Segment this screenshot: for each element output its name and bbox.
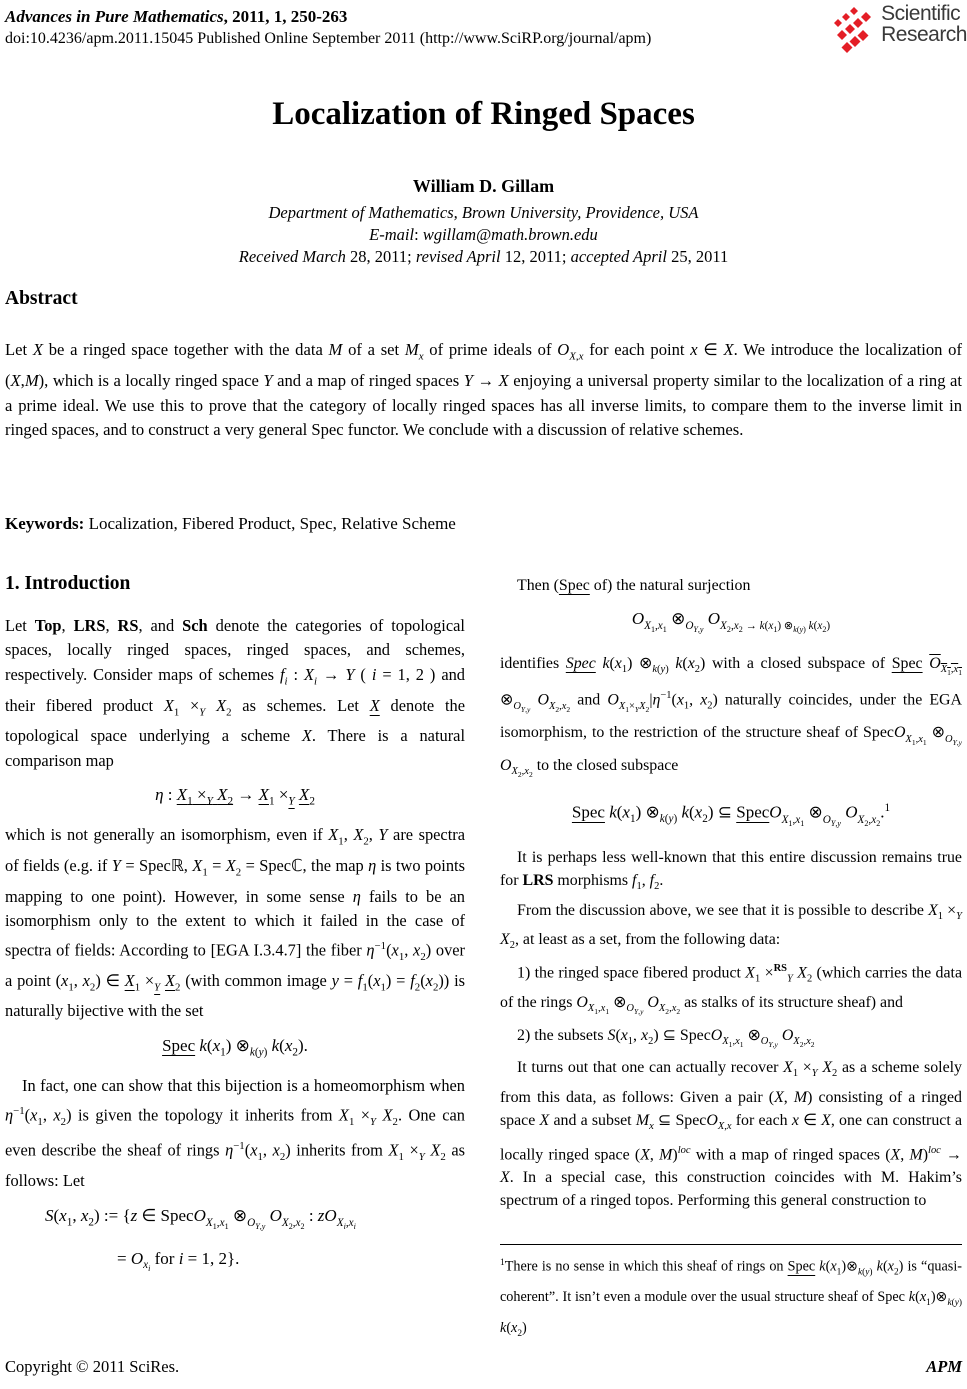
right-paragraph-item-1: 1) the ringed space fibered product $X_1 \times^{RS}_Y$ $X_2$ (which carries the data of the rings $O_{X_1,x_1}$ $\otimes_{O_{Y,y}}$ $O_{X_2,x_2}$ as stalks of its structure sheaf) and [500, 963, 963, 1017]
page-footer [5, 1357, 962, 1377]
received-dates-line: Received March 28, 2011; revised April 12, 2011; accepted April 25, 2011 [238, 247, 729, 266]
equation-natural-surjection: $O_{X_1,x_1}$ $\otimes_{O_{Y,y}}$ $O_{X_2,x_2 \to k(x_1) \otimes_{k(y)} k(x_2)}$ [631, 609, 831, 634]
right-paragraph-from-discussion: From the discussion above, we see that it is possible to describe $X_1 \times_Y$ $X_2$, at least as a set, from the following data: [500, 901, 962, 952]
equation-S-definition [5, 1200, 465, 1285]
right-paragraph-less-well-known: It is perhaps less well-known that this entire discussion remains true for LRS morphisms $f_1$, $f_2$. [500, 848, 962, 893]
footer-copyright: Copyright © 2011 SciRes. [5, 1357, 180, 1376]
publisher-logo [827, 3, 967, 53]
paper-title: Localization of Ringed Spaces [272, 96, 695, 132]
equation-eta-comparison-map: η : $X_1 \times_Y$ $X_2 \to X_1 \times_Y$ $X_2$ [155, 785, 315, 808]
doi-line: doi:10.4236/apm.2011.15045 Published Online September 2011 (http://www.SciRP.org/journal/apm) [5, 30, 652, 47]
intro-paragraph-3: In fact, one can show that this bijection is a homeomorphism when $\eta^{-1}(x_1$, $x_2$) is given the topology it inherits from $X_1 \times_Y$ $X_2$. One can even describe the sheaf of rings $\eta^{-1}(x_1$, $x_2$) inherits from $X_1 \times_Y$ $X_2$ as follows: Let [5, 1076, 465, 1190]
footer-journal-abbreviation: APM [926, 1357, 962, 1376]
right-paragraph-identifies: identifies Spec $k(x_1)$ $\otimes_{k(y)}$ $k(x_2)$ with a closed subspace of Spec $O_{X_1,x_1}$ $\otimes_{O_{Y,y}}$ $O_{X_2,x_2}$ and $O_{X_1\times_YX_2}|\eta^{-1}(x_1$, $x_2$) naturally coincides, under the EGA isomorphism, to the restriction of the structure sheaf of SpecO$_{X_1,x_1}$ $\otimes_{O_{Y,y}}$ $O_{X_2,x_2}$ to the closed subspace [500, 654, 963, 780]
author-name: William D. Gillam [412, 176, 555, 196]
publisher-name [881, 3, 967, 45]
intro-paragraph-2: which is not generally an isomorphism, even if $X_1$, $X_2$, Y are spectra of fields (e.g. if Y = Specℝ, $X_1 = X_2$ = Specℂ, the map η is two points mapping to one point). However, in some sense η fails to be an isomorphism only to the extent to which it failed in the case of spectra of fields: According to [EGA I.3.4.7] the fiber $\eta^{-1}(x_1$, $x_2$) over a point ($x_1$, $x_2$) ∈ $X_1 \times_Y$ $X_2$ (with common image $y = f_1(x_1) = f_2(x_2)$) is naturally bijective with the set [5, 825, 466, 1021]
author-email-line: E-mail: wgillam@math.brown.edu [369, 225, 598, 244]
abstract-body: Let X be a ringed space together with the data M of a set $M_x$ of prime ideals of $O_{X,x}$ for each point x ∈ X. We introduce the localization of (X,M), which is a locally ringed space Y and a map of ringed spaces Y → X enjoying a universal property similar to the localization of a ring at a prime ideal. We use this to prove that the category of locally ringed spaces has all inverse limits, to compare them to the inverse limit in ringed spaces, and to construct a very general Spec functor. We conclude with a discussion of relative schemes. [5, 340, 962, 440]
right-paragraph-it-turns-out: It turns out that one can actually recover $X_1 \times_Y$ $X_2$ as a scheme solely from this data, as follows: Given a pair (X, M) consisting of a ringed space X and a subset $M_x$ ⊆ SpecO$_{X,x}$ for each x ∈ X, one can construct a locally ringed space (X, M)$^{loc}$ with a map of ringed spaces (X, M)$^{loc}$ → X. In a special case, this construction coincides with M. Hakim’s spectrum of a ringed topos. Performing this general construction to [500, 1059, 963, 1210]
keywords-line [5, 514, 962, 534]
footnote-1: $^1$There is no sense in which this sheaf of rings on Spec $k(x_1)\otimes_{k(y)}$ $k(x_2)$ is “quasi-coherent”. It isn’t even a module over the usual structure sheaf of Spec $k(x_1)\otimes_{k(y)}$ $k(x_2)$ [500, 1244, 962, 1347]
abstract-heading: Abstract [5, 288, 78, 309]
scirp-diamonds-icon [827, 5, 877, 53]
right-paragraph-then-spec: Then (Spec of) the natural surjection [517, 577, 751, 594]
keywords-label: Keywords: [5, 514, 85, 533]
right-paragraph-item-2: 2) the subsets $S(x_1$, $x_2$) ⊆ SpecO$_{X_1,x_1}$ $\otimes_{O_{Y,y}}$ $O_{X_2,x_2}$ [517, 1026, 815, 1050]
keywords-text: Localization, Fibered Product, Spec, Relative Scheme [84, 514, 456, 533]
equation-closed-subspace: Spec $k(x_1)$ $\otimes_{k(y)}$ $k(x_2)$ ⊆ SpecO$_{X_1,x_1}$ $\otimes_{O_{Y,y}}$ $O_{X_2,x_2}.^1$ [571, 802, 891, 828]
intro-paragraph-1: Let Top, LRS, RS, and Sch denote the categories of topological spaces, locally ringed spaces, ringed spaces, and schemes, respectively. Consider maps of schemes $f_i$ : $X_i \to Y$ ( i = 1, 2 ) and their fibered product $X_1 \times_Y$ $X_2$ as schemes. Let X denote the topological space underlying a scheme X. There is a natural comparison map [5, 616, 466, 770]
left-column [5, 572, 465, 1290]
section-heading-introduction: 1. Introduction [5, 573, 131, 594]
publisher-name-line2: Research [881, 23, 967, 46]
author-affiliation: Department of Mathematics, Brown University, Providence, USA [268, 203, 699, 222]
publisher-name-line1: Scientific [881, 2, 961, 25]
two-column-body [5, 572, 962, 1347]
journal-citation-line: Advances in Pure Mathematics, 2011, 1, 250-263 [5, 7, 348, 26]
page-header [5, 7, 825, 48]
equation-S-definition-line1: $S(x_1$, $x_2$) := {z ∈ SpecO$_{X_1,x_1}$ $\otimes_{O_{Y,y}}$ $O_{X_2,x_2}$ : $zO_{X_i,x_i}$ [45, 1206, 356, 1231]
equation-spec-tensor-fiber: Spec $k(x_1)$ $\otimes_{k(y)}$ $k(x_2)$. [162, 1035, 308, 1059]
right-column [500, 574, 962, 1347]
equation-S-definition-line2: = $O_{x_i}$ for i = 1, 2}. [117, 1248, 240, 1274]
